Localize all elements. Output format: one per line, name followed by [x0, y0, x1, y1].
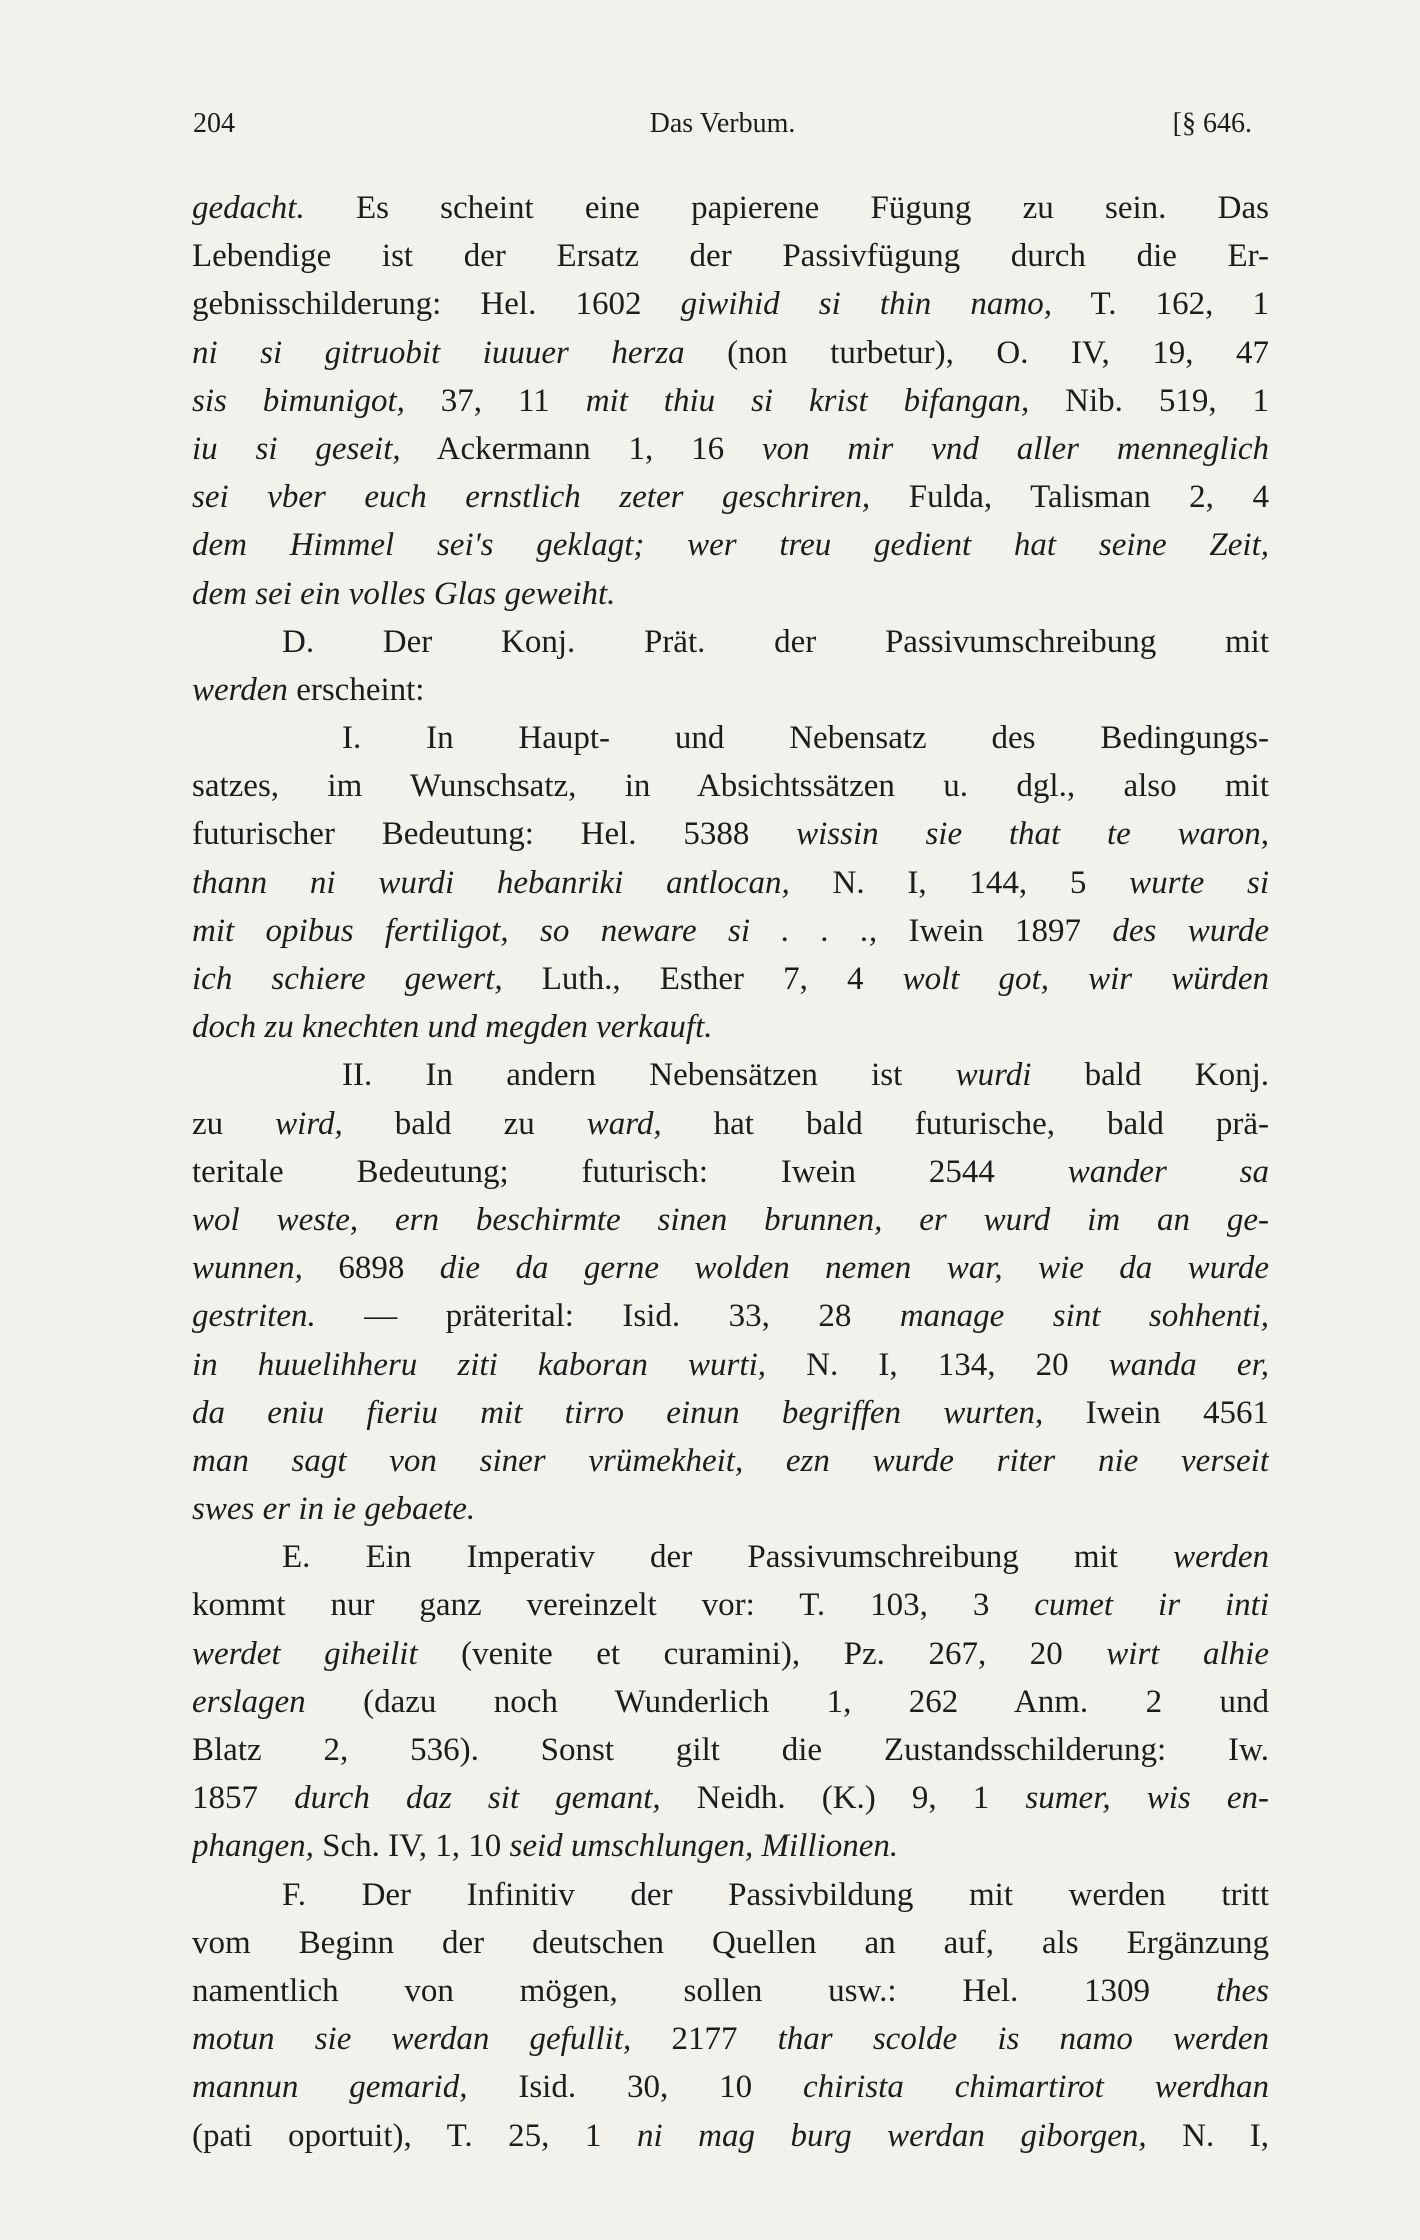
italic-segment: da eniu fieriu mit tirro einun begriffen wurten,: [192, 1394, 1044, 1431]
italic-segment: die da gerne wolden nemen war, wie da wurde: [439, 1250, 1269, 1287]
italic-segment: ward,: [586, 1105, 662, 1142]
text-segment: — präterital: Isid. 33, 28: [315, 1298, 900, 1335]
italic-segment: sis bimunigot,: [192, 382, 405, 419]
italic-segment: wird,: [275, 1105, 343, 1142]
italic-segment: ich schiere gewert,: [192, 961, 503, 997]
italic-segment: wissin sie that te waron,: [796, 816, 1269, 853]
italic-segment: cumet ir inti: [1034, 1587, 1269, 1624]
italic-segment: wunnen,: [192, 1250, 303, 1287]
text-line: [192, 1967, 1269, 2015]
text-segment: Fulda, Talisman 2, 4: [870, 479, 1269, 516]
italic-segment: wurte si: [1129, 864, 1269, 901]
italic-segment: wurdi: [955, 1057, 1032, 1094]
text-line: [192, 1100, 1269, 1148]
text-line: [192, 2112, 1269, 2160]
text-segment: Nib. 519, 1: [1029, 382, 1269, 419]
text-segment: futurischer Bedeutung: Hel. 5388: [192, 816, 797, 853]
text-line: [192, 618, 1269, 666]
text-line: [192, 2015, 1269, 2063]
italic-segment: werden: [192, 671, 288, 708]
text-line: [192, 1822, 1269, 1870]
italic-segment: wirt alhie: [1106, 1635, 1269, 1672]
italic-segment: phangen,: [192, 1828, 314, 1865]
text-segment: T. 162, 1: [1051, 286, 1269, 323]
text-segment: D. Der Konj. Prät. der Passivumschreibung mit: [282, 623, 1269, 660]
italic-segment: mit thiu si krist bifangan,: [585, 382, 1030, 419]
body-text: [192, 184, 1269, 2160]
text-line: [192, 1389, 1269, 1437]
text-line: [192, 1678, 1269, 1726]
text-segment: 2177: [631, 2021, 778, 2058]
italic-segment: wol weste, ern beschirmte sinen brunnen, er wurd im an ge-: [192, 1201, 1269, 1238]
text-line: [192, 1196, 1269, 1244]
text-line: [192, 2063, 1269, 2111]
text-line: [192, 425, 1269, 473]
italic-segment: man sagt von siner vrümekheit, ezn wurde riter nie verseit: [192, 1442, 1269, 1479]
running-title: Das Verbum.: [649, 108, 796, 139]
text-segment: gebnisschilderung: Hel. 1602: [192, 286, 681, 323]
text-segment: satzes, im Wunschsatz, in Absichtssätzen u. dgl., also mit: [192, 768, 1269, 805]
running-header: [193, 108, 1252, 148]
italic-segment: ni si gitruobit iuuuer herza: [192, 334, 685, 371]
text-line: [192, 1292, 1269, 1340]
text-line: [192, 232, 1269, 280]
italic-segment: wolt got, wir würden: [902, 961, 1269, 997]
italic-segment: seid umschlungen, Millionen.: [509, 1828, 899, 1865]
italic-segment: durch daz sit gemant,: [294, 1780, 661, 1817]
text-line: [192, 473, 1269, 521]
text-line: [192, 714, 1269, 762]
italic-segment: thes: [1215, 1972, 1269, 2009]
text-line: [192, 1533, 1269, 1581]
italic-segment: iu si geseit,: [192, 430, 401, 467]
text-line: [192, 1148, 1269, 1196]
text-line: [192, 810, 1269, 858]
text-segment: 6898: [302, 1250, 440, 1287]
text-line: [192, 859, 1269, 907]
text-segment: teritale Bedeutung; futurisch: Iwein 2544: [192, 1153, 1068, 1190]
italic-segment: giwihid si thin namo,: [680, 286, 1052, 323]
text-segment: (venite et curamini), Pz. 267, 20: [417, 1635, 1107, 1672]
text-segment: (dazu noch Wunderlich 1, 262 Anm. 2 und: [305, 1683, 1269, 1720]
text-segment: Lebendige ist der Ersatz der Passivfügung durch die Er-: [192, 238, 1269, 275]
section-reference: [§ 646.: [1172, 108, 1252, 139]
text-line: [192, 1581, 1269, 1629]
text-segment: zu: [192, 1105, 276, 1142]
text-line: [192, 1485, 1269, 1533]
text-line: [192, 329, 1269, 377]
italic-segment: erslagen: [192, 1683, 306, 1720]
italic-segment: werden: [1173, 1539, 1269, 1576]
text-segment: F. Der Infinitiv der Passivbildung mit werden tritt: [282, 1876, 1269, 1913]
text-line: [192, 1437, 1269, 1485]
text-segment: Neidh. (K.) 9, 1: [660, 1780, 1026, 1817]
italic-segment: mannun gemarid,: [192, 2069, 468, 2106]
text-line: [192, 907, 1269, 955]
italic-segment: chirista chimartirot werdhan: [803, 2069, 1269, 2106]
text-line: [192, 666, 1269, 714]
text-segment: (non turbetur), O. IV, 19, 47: [684, 334, 1269, 371]
text-segment: N. I,: [1146, 2117, 1269, 2154]
text-line: [192, 377, 1269, 425]
italic-segment: wanda er,: [1108, 1346, 1269, 1383]
text-segment: N. I, 144, 5: [789, 864, 1130, 901]
text-segment: bald Konj.: [1031, 1057, 1269, 1094]
text-segment: hat bald futurische, bald prä-: [661, 1105, 1269, 1142]
italic-segment: thann ni wurdi hebanriki antlocan,: [192, 864, 790, 901]
text-segment: erscheint:: [287, 671, 425, 708]
text-line: [192, 1726, 1269, 1774]
italic-segment: motun sie werdan gefullit,: [192, 2021, 632, 2058]
text-segment: vom Beginn der deutschen Quellen an auf, als Ergänzung: [192, 1924, 1269, 1961]
text-segment: Es scheint eine papierene Fügung zu sein. Das: [304, 190, 1269, 226]
text-line: [192, 1003, 1269, 1051]
text-line: [192, 1774, 1269, 1822]
text-segment: (pati oportuit), T. 25, 1: [192, 2117, 637, 2154]
text-line: [192, 1051, 1269, 1099]
text-line: [192, 570, 1269, 618]
text-segment: I. In Haupt- und Nebensatz des Bedingungs-: [342, 720, 1269, 757]
text-segment: E. Ein Imperativ der Passivumschreibung mit: [282, 1539, 1174, 1576]
italic-segment: doch zu knechten und megden verkauft.: [192, 1009, 713, 1046]
text-segment: Iwein 4561: [1043, 1394, 1269, 1431]
italic-segment: mit opibus fertiligot, so neware si . . .,: [192, 912, 878, 949]
text-segment: II. In andern Nebensätzen ist: [342, 1057, 956, 1094]
text-segment: Luth., Esther 7, 4: [502, 961, 903, 997]
text-line: [192, 762, 1269, 810]
text-segment: bald zu: [342, 1105, 587, 1142]
italic-segment: gestriten.: [192, 1298, 316, 1335]
italic-segment: sei vber euch ernstlich zeter geschriren,: [192, 479, 871, 516]
italic-segment: dem sei ein volles Glas geweiht.: [192, 575, 616, 612]
italic-segment: manage sint sohhenti,: [899, 1298, 1269, 1335]
text-segment: 1857: [192, 1780, 295, 1817]
text-segment: N. I, 134, 20: [765, 1346, 1109, 1383]
italic-segment: dem Himmel sei's geklagt; wer treu gedient hat seine Zeit,: [192, 527, 1269, 564]
text-line: [192, 955, 1269, 1003]
text-segment: 37, 11: [404, 382, 586, 419]
text-line: [192, 184, 1269, 232]
text-segment: Ackermann 1, 16: [400, 430, 762, 467]
text-segment: namentlich von mögen, sollen usw.: Hel. 1309: [192, 1972, 1216, 2009]
text-line: [192, 521, 1269, 569]
italic-segment: gedacht.: [192, 190, 305, 226]
text-segment: Sch. IV, 1, 10: [313, 1828, 510, 1865]
italic-segment: in huuelihheru ziti kaboran wurti,: [192, 1346, 766, 1383]
text-segment: kommt nur ganz vereinzelt vor: T. 103, 3: [192, 1587, 1035, 1624]
italic-segment: wander sa: [1067, 1153, 1269, 1190]
text-segment: Isid. 30, 10: [467, 2069, 804, 2106]
text-line: [192, 280, 1269, 328]
page-number: 204: [193, 108, 235, 139]
text-line: [192, 1919, 1269, 1967]
text-line: [192, 1871, 1269, 1919]
italic-segment: swes er in ie gebaete.: [192, 1491, 476, 1528]
text-segment: Iwein 1897: [877, 912, 1113, 949]
text-line: [192, 1630, 1269, 1678]
text-segment: Blatz 2, 536). Sonst gilt die Zustandsschilderung: Iw.: [192, 1732, 1269, 1768]
italic-segment: von mir vnd aller menneglich: [761, 430, 1269, 467]
text-line: [192, 1341, 1269, 1389]
text-line: [192, 1244, 1269, 1292]
italic-segment: thar scolde is namo werden: [777, 2021, 1269, 2058]
italic-segment: sumer, wis en-: [1025, 1780, 1269, 1817]
italic-segment: ni mag burg werdan giborgen,: [636, 2117, 1147, 2154]
italic-segment: werdet giheilit: [192, 1635, 418, 1672]
italic-segment: des wurde: [1112, 912, 1269, 949]
